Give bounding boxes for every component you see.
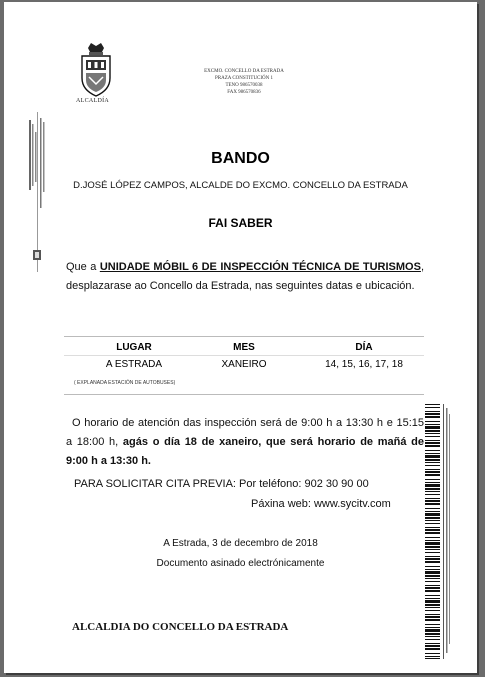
org-line: EXCMO. CONCELLO DA ESTRADA bbox=[204, 69, 284, 74]
table-header-mes: MES bbox=[233, 342, 255, 353]
hours-exception: agás o día 18 de xaneiro, que será horario de mañá de 9:00 h a 13:30 h. bbox=[66, 436, 424, 467]
hours-text: O horario de atención das inspección será de 9:00 h a 13:30 h e 15:15 a 18:00 h, bbox=[66, 417, 424, 448]
table-cell-month: XANEIRO bbox=[221, 359, 267, 370]
table-header-dia: DÍA bbox=[355, 342, 373, 353]
coat-of-arms-icon bbox=[78, 42, 114, 98]
table-cell-place: A ESTRADA bbox=[105, 359, 163, 370]
signed-note: Documento asinado electrónicamente bbox=[156, 558, 325, 569]
barcode-icon bbox=[425, 404, 453, 659]
table-header-rule bbox=[64, 355, 424, 356]
unit-name: UNIDADE MÓBIL 6 DE INSPECCIÓN TÉCNICA DE TURISMOS bbox=[99, 261, 421, 273]
intro-paragraph bbox=[66, 258, 424, 296]
org-address bbox=[179, 68, 309, 96]
intro-post: , desplazarase ao Concello da Estrada, nas seguintes datas e ubicación. bbox=[66, 261, 424, 292]
org-line: TENO 986570038 bbox=[225, 83, 263, 88]
table-bottom-rule bbox=[64, 394, 424, 395]
org-line: PRAZA CONSTITUCIÓN 1 bbox=[214, 76, 274, 81]
intro-pre: Que a bbox=[66, 261, 97, 273]
document-title: BANDO bbox=[211, 150, 270, 167]
crest-caption: ALCALDÍA bbox=[76, 98, 110, 104]
mayor-line: D.JOSÉ LÓPEZ CAMPOS, ALCALDE DO EXCMO. CONCELLO DA ESTRADA bbox=[73, 180, 408, 191]
location-note: ( EXPLANADA ESTACIÓN DE AUTOBUSES) bbox=[74, 380, 176, 386]
web-line: Páxina web: www.sycitv.com bbox=[251, 498, 391, 510]
signature-verification-strip bbox=[27, 112, 49, 272]
org-line: FAX 986570836 bbox=[227, 90, 261, 95]
appointment-line: PARA SOLICITAR CITA PREVIA: Por teléfono: 902 30 90 00 bbox=[74, 478, 369, 490]
table-cell-days: 14, 15, 16, 17, 18 bbox=[325, 359, 403, 370]
place-date: A Estrada, 3 de decembro de 2018 bbox=[163, 538, 318, 549]
signature-line: ALCALDIA DO CONCELLO DA ESTRADA bbox=[72, 621, 289, 633]
table-header-lugar: LUGAR bbox=[116, 342, 152, 353]
table-top-rule bbox=[64, 336, 424, 337]
announcement-heading: FAI SABER bbox=[208, 216, 273, 230]
document-page bbox=[4, 2, 477, 673]
hours-paragraph bbox=[66, 414, 424, 471]
